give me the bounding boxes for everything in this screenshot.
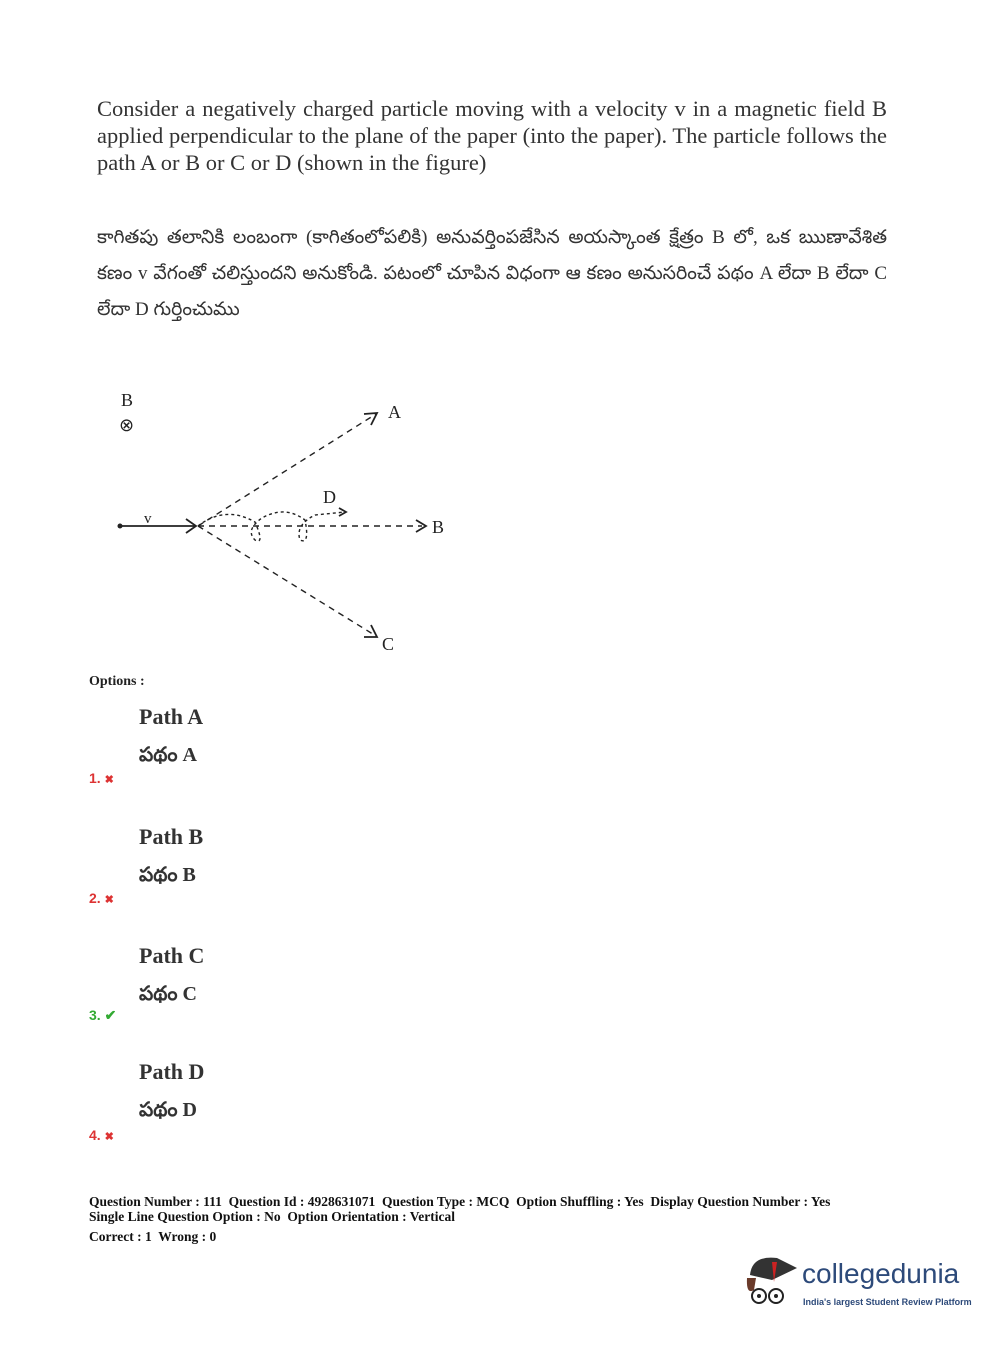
option-text-te: పథం C xyxy=(139,983,197,1005)
meta-line-3: Correct : 1 Wrong : 0 xyxy=(89,1229,217,1244)
question-english: Consider a negatively charged particle moving with a velocity v in a magnetic field B applied perpendicular to the plane of the paper (into the paper). The particle follows the path A or B or C or D (shown in the figure) xyxy=(97,96,887,175)
logo-name: collegedunia xyxy=(802,1258,960,1289)
mascot-icon xyxy=(742,1250,802,1315)
option-text-te: పథం D xyxy=(139,1099,197,1121)
question-metadata xyxy=(89,1194,830,1244)
meta-line-1: Question Number : 111 Question Id : 4928631071 Question Type : MCQ Option Shuffling : Yes Display Question Number : Yes xyxy=(89,1194,831,1209)
path-c-arrowhead xyxy=(364,625,377,637)
path-b-label: B xyxy=(432,517,445,537)
path-diagram xyxy=(100,385,460,665)
logo-tagline: India's largest Student Review Platform xyxy=(803,1297,972,1307)
option-number-correct: 3. ✔ xyxy=(89,1007,117,1023)
collegedunia-logo xyxy=(742,1250,972,1320)
wrong-icon: ✖ xyxy=(104,774,114,786)
field-label: B xyxy=(121,390,134,410)
option-text-te: పథం B xyxy=(139,864,196,886)
path-c-line xyxy=(198,526,376,636)
path-c-label: C xyxy=(382,634,395,654)
option-number-wrong: 4. ✖ xyxy=(89,1127,114,1143)
option-number-wrong: 2. ✖ xyxy=(89,890,114,906)
option-text-en: Path A xyxy=(139,704,204,729)
path-d-label: D xyxy=(323,487,336,507)
option-text-te: పథం A xyxy=(139,744,197,766)
option-number-wrong: 1. ✖ xyxy=(89,770,114,786)
options-label: Options : xyxy=(89,674,145,689)
velocity-label: v xyxy=(144,511,152,527)
question-telugu: కాగితపు తలానికి లంబంగా (కాగితంలోపలికి) అనువర్తింపజేసిన అయస్కాంత క్షేత్రం B లో, ఒక ఋణావేశిత కణం v వేగంతో చలిస్తుందని అనుకోండి. పటంలో చూపిన విధంగా ఆ కణం అనుసరించే పథం A లేదా B లేదా C లేదా D గుర్తించుము xyxy=(97,227,887,320)
option-text-en: Path B xyxy=(139,824,204,849)
meta-line-2: Single Line Question Option : No Option Orientation : Vertical xyxy=(89,1209,456,1224)
check-icon: ✔ xyxy=(104,1007,117,1023)
option-text-en: Path C xyxy=(139,943,205,968)
options-list xyxy=(89,674,205,1143)
path-a-label: A xyxy=(388,402,401,422)
option-text-en: Path D xyxy=(139,1059,205,1084)
field-into-page-icon: ⊗ xyxy=(119,415,135,435)
wrong-icon: ✖ xyxy=(104,894,114,906)
path-a-line xyxy=(198,414,376,526)
wrong-icon: ✖ xyxy=(104,1131,114,1143)
